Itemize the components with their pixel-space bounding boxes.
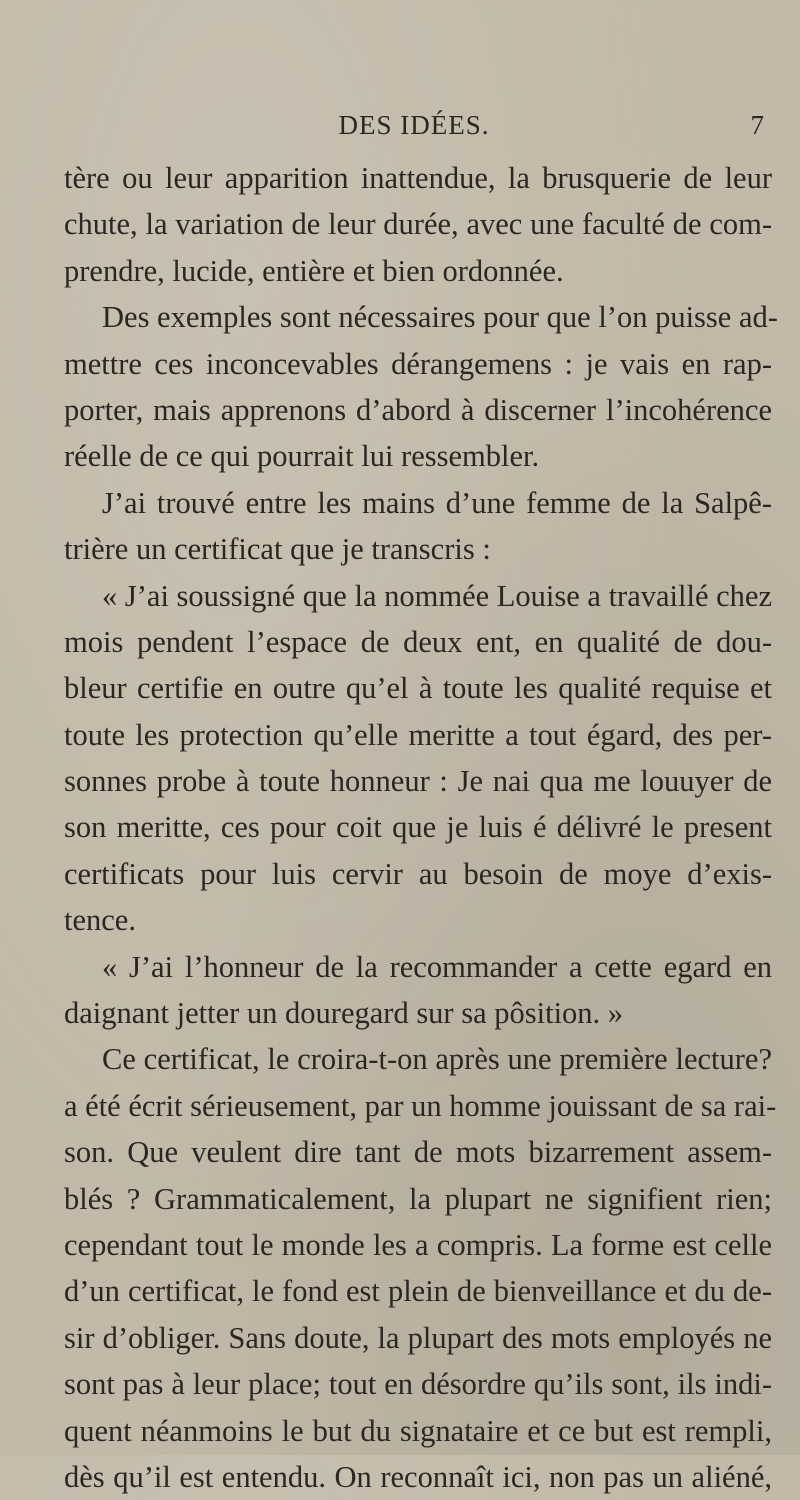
text-line: toute les protection qu’elle meritte a tout égard, des per-: [64, 717, 772, 752]
text-line: daignant jetter un douregard sur sa pôsition. »: [64, 996, 624, 1031]
text-line: « J’ai l’honneur de la recommander a cette egard en: [102, 949, 772, 984]
text-line: réelle de ce qui pourrait lui ressembler.: [64, 439, 540, 474]
running-header: [64, 110, 764, 150]
text-line: tère ou leur apparition inattendue, la brusquerie de leur: [64, 161, 772, 195]
running-title: DES IDÉES.: [338, 110, 490, 140]
text-line: Des exemples sont nécessaires pour que l’on puisse ad-: [102, 300, 778, 335]
text-line: certificats pour luis cervir au besoin de moye d’exis-: [64, 856, 772, 891]
text-line: mois pendent l’espace de deux ent, en qualité de dou-: [64, 624, 772, 659]
text-line: porter, mais apprenons d’abord à discerner l’incohérence: [64, 392, 772, 427]
text-line: chute, la variation de leur durée, avec une faculté de com-: [64, 207, 772, 242]
text-line: quent néanmoins le but du signataire et ce but est rempli,: [64, 1413, 772, 1448]
text-line: a été écrit sérieusement, par un homme jouissant de sa rai-: [64, 1088, 777, 1123]
text-line: sont pas à leur place; tout en désordre qu’ils sont, ils indi-: [64, 1367, 772, 1402]
text-line: son. Que veulent dire tant de mots bizarrement assem-: [64, 1135, 772, 1170]
text-line: prendre, lucide, entière et bien ordonnée.: [64, 253, 564, 288]
text-line: blés ? Grammaticalement, la plupart ne signifient rien;: [64, 1181, 772, 1216]
text-line: J’ai trouvé entre les mains d’une femme de la Salpê-: [102, 485, 772, 520]
text-line: son meritte, ces pour coit que je luis é délivré le present: [64, 810, 772, 845]
text-line: d’un certificat, le fond est plein de bienveillance et du de-: [64, 1274, 772, 1309]
text-line: bleur certifie en outre qu’el à toute les qualité requise et: [64, 671, 772, 706]
text-line: sonnes probe à toute honneur : Je nai qua me louuyer de: [64, 764, 772, 799]
text-line: Ce certificat, le croira-t-on après une première lecture?: [102, 1042, 772, 1077]
text-line: cependant tout le monde les a compris. La forme est celle: [64, 1227, 772, 1262]
text-line: « J’ai soussigné que la nommée Louise a travaillé chez: [102, 578, 772, 613]
text-line: tence.: [64, 903, 136, 938]
text-line: trière un certificat que je transcris :: [64, 532, 491, 567]
text-line: mettre ces inconcevables dérangemens : je vais en rap-: [64, 346, 772, 381]
body-text: [64, 155, 778, 1500]
text-line: sir d’obliger. Sans doute, la plupart des mots employés ne: [64, 1320, 772, 1355]
text-line: dès qu’il est entendu. On reconnaît ici, non pas un aliéné,: [64, 1459, 772, 1494]
page-number: 7: [750, 110, 764, 140]
